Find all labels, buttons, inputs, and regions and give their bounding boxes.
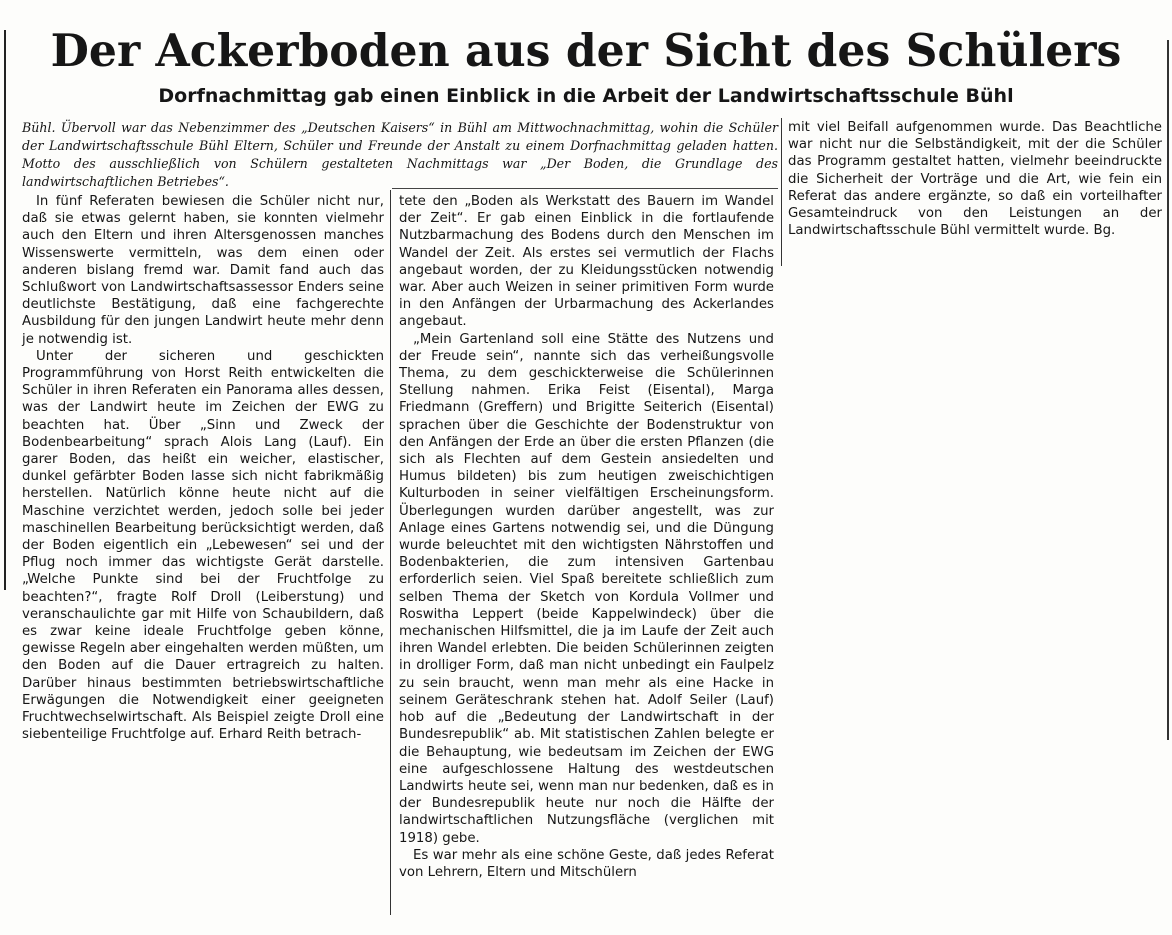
article-column-2 bbox=[399, 193, 774, 881]
column-divider-2 bbox=[781, 118, 782, 266]
article-headline: Der Ackerboden aus der Sicht des Schülers bbox=[50, 24, 1122, 77]
paragraph: Unter der sicheren und geschickten Programmführung von Horst Reith entwickelten die Schüler in ihren Referaten ein Panorama alles dessen, was der Landwirt heute im Zeichen der EWG zu beachten hat. Über „Sinn und Zweck der Bodenbearbeitung“ sprach Alois Lang (Lauf). Ein garer Boden, das heißt ein weicher, elastischer, dunkel gefärbter Boden lasse sich nicht fabrikmäßig herstellen. Natürlich könne heute nicht auf die Maschine verzichtet werden, jedoch solle bei jeder maschinellen Bearbeitung berücksichtigt werden, daß der Boden eigentlich ein „Lebewesen“ sei und der Pflug noch immer das wichtigste Gerät darstelle. „Welche Punkte sind bei der Fruchtfolge zu beachten?“, fragte Rolf Droll (Leiberstung) und veranschaulichte gar mit Hilfe von Schaubildern, daß es zwar keine ideale Fruchtfolge geben könne, gewisse Regeln aber eingehalten werden müßten, um den Boden auf die Dauer ertragreich zu halten. Darüber hinaus bestimmten betriebswirtschaftliche Erwägungen die Notwendigkeit einer geeigneten Fruchtwechselwirtschaft. Als Beispiel zeigte Droll eine siebenteilige Fruchtfolge auf. Erhard Reith betrach- bbox=[22, 348, 384, 743]
paragraph: mit viel Beifall aufgenommen wurde. Das Beachtliche war nicht nur die Selbständigkeit, mit der die Schüler das Programm gestaltet hatten, vielmehr beeindruckte die Sicherheit der Vorträge und die Art, wie fein ein Referat das andere ergänzte, so daß ein vorteilhafter Gesamteindruck von den Leistungen an der Landwirtschaftsschule Bühl vermittelt wurde. Bg. bbox=[788, 120, 1162, 239]
paragraph: tete den „Boden als Werkstatt des Bauern im Wandel der Zeit“. Er gab einen Einblick in die fortlaufende Nutzbarmachung des Bodens durch den Menschen im Wandel der Zeit. Als erstes sei vermutlich der Flachs angebaut worden, der zu Kleidungsstücken notwendig war. Aber auch Weizen in seiner primitiven Form wurde in den Anfängen der Urbarmachung des Ackerlandes angebaut. bbox=[399, 194, 774, 330]
article-column-3 bbox=[788, 119, 1162, 239]
article-column-1 bbox=[22, 193, 384, 744]
article-lead: Bühl. Übervoll war das Nebenzimmer des „Deutschen Kaisers“ in Bühl am Mittwochnachmittag, wohin die Schüler der Landwirtschaftsschule Bühl Eltern, Schüler und Freunde der Anstalt zu einem Dorfnachmittag geladen hatten. Motto des ausschließlich von Schülern gestalteten Nachmittags war „Der Boden, die Grundlage des landwirtschaftlichen Betriebes“. bbox=[22, 120, 778, 189]
column-divider-1 bbox=[390, 190, 391, 915]
left-border-rule bbox=[4, 30, 6, 590]
paragraph: In fünf Referaten bewiesen die Schüler nicht nur, daß sie etwas gelernt haben, sie konnten vielmehr auch den Eltern und ihren Altersgenossen manches Wissenswerte vermitteln, was dem einen oder anderen bislang fremd war. Damit fand auch das Schlußwort von Landwirtschaftsassessor Enders seine deutlichste Bestätigung, daß eine fachgerechte Ausbildung für den jungen Landwirt heute mehr denn je notwendig ist. bbox=[22, 194, 384, 347]
paragraph: „Mein Gartenland soll eine Stätte des Nutzens und der Freude sein“, nannte sich das verheißungsvolle Thema, zu dem geschickterweise die Schülerinnen Stellung nahmen. Erika Feist (Eisental), Marga Friedmann (Greffern) und Brigitte Seiterich (Eisental) sprachen über die Geschichte der Bodenstruktur von den Anfängen der Erde an über die ersten Pflanzen (die sich als Flechten auf dem Gestein ansiedelten und Humus bildeten) bis zum heutigen zweischichtigen Kulturboden in seiner vielfältigen Erscheinungsform. Überlegungen wurden darüber angestellt, was zur Anlage eines Gartens notwendig sei, und die Düngung wurde beleuchtet mit den wichtigsten Nährstoffen und Bodenbakterien, die zum intensiven Gartenbau erforderlich seien. Viel Spaß bereitete schließlich zum selben Thema der Sketch von Kordula Vollmer und Roswitha Leppert (beide Kappelwindeck) über die mechanischen Hilfsmittel, die ja im Laufe der Zeit auch ihren Wandel erlebten. Die beiden Schülerinnen zeigten in drolliger Form, daß man nicht unbedingt ein Faulpelz zu sein braucht, wenn man mehr als eine Hacke in seinem Geräteschrank stehen hat. Adolf Seiler (Lauf) hob auf die „Bedeutung der Landwirtschaft in der Bundesrepublik“ ab. Mit statistischen Zahlen belegte er die Behauptung, wie bedeutsam im Zeichen der EWG eine aufgeschlossene Haltung des westdeutschen Landwirts heute sei, wenn man nur bedenken, daß es in der Bundesrepublik heute nur noch die Hälfte der landwirtschaftlichen Nutzungsfläche (verglichen mit 1918) gebe. bbox=[399, 331, 774, 846]
article-subheadline: Dorfnachmittag gab einen Einblick in die Arbeit der Landwirtschaftsschule Bühl bbox=[158, 85, 1014, 107]
right-border-rule bbox=[1167, 40, 1169, 740]
lead-divider bbox=[392, 188, 778, 189]
paragraph: Es war mehr als eine schöne Geste, daß jedes Referat von Lehrern, Eltern und Mitschülern bbox=[399, 847, 774, 880]
